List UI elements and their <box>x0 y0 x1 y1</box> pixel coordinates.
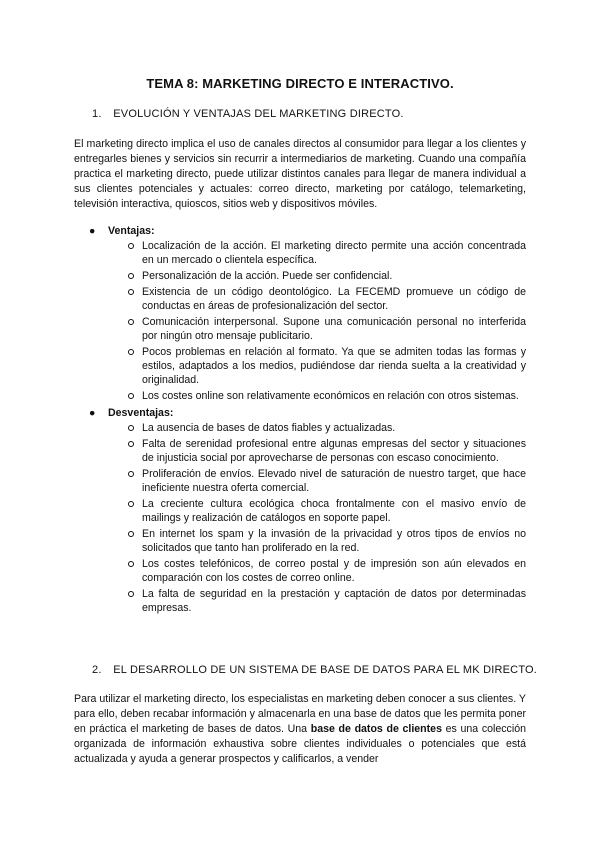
desventajas-group <box>74 405 526 615</box>
list-item-text: Falta de serenidad profesional entre algunas empresas del sector y situaciones de injusticia social por aprovecharse de personas con escaso conocimiento. <box>142 438 526 464</box>
desventajas-label-text: Desventajas: <box>108 407 174 419</box>
section-2-para-end: es una colección organizada de información exhaustiva sobre clientes individuales o potenciales que está actualizada y ayuda a generar prospectos y calificarlos, a vender <box>74 723 526 765</box>
circle-bullet-icon <box>128 273 134 279</box>
list-item-text: La falta de seguridad en la prestación y captación de datos por determinadas empresas. <box>142 588 526 614</box>
list-item <box>74 587 526 615</box>
section-2-heading-text: EL DESARROLLO DE UN SISTEMA DE BASE DE DATOS PARA EL MK DIRECTO. <box>113 664 538 676</box>
list-item <box>74 437 526 465</box>
circle-bullet-icon <box>128 531 134 537</box>
list-item-text: Comunicación interpersonal. Supone una comunicación personal no interferida por ningún otro mensaje publicitario. <box>142 316 526 342</box>
section-2-heading <box>92 664 537 676</box>
section-2-para-start: Para utilizar el marketing directo, los especialistas en marketing deben conocer a sus clientes. Y para ello, deben recabar información y almacenarla en una base de datos que les permita poner en práctica el marketing de bases de datos. Una <box>74 693 526 735</box>
list-item-text: Existencia de un código deontológico. La FECEMD promueve un código de conductas en áreas de profesionalización del sector. <box>142 286 526 312</box>
list-item <box>74 285 526 313</box>
list-item <box>74 421 526 435</box>
ventajas-list <box>74 239 526 403</box>
section-2-para-bold: base de datos de clientes <box>310 723 442 735</box>
list-item <box>74 527 526 555</box>
list-item-text: Los costes telefónicos, de correo postal y de impresión son aún elevados en comparación con los costes de correo online. <box>142 558 526 584</box>
list-item <box>74 497 526 525</box>
section-1-paragraph: El marketing directo implica el uso de canales directos al consumidor para llegar a los clientes y entregarles bienes y servicios sin recurrir a intermediarios de marketing. Cuando una compañía practica el marketing directo, puede utilizar distintos canales para llegar de manera individual a sus clientes potenciales y actuales: correo directo, marketing por catálogo, telemarketing, televisión interactiva, quioscos, sitios web y dispositivos móviles. <box>74 138 526 210</box>
list-item <box>74 389 526 403</box>
section-1-lists <box>74 223 526 617</box>
list-item-text: Localización de la acción. El marketing directo permite una acción concentrada en un mercado o clientela específica. <box>142 240 526 266</box>
bullet-icon: ● <box>89 225 96 237</box>
circle-bullet-icon <box>128 561 134 567</box>
list-item-text: En internet los spam y la invasión de la privacidad y otros tipos de envíos no solicitados que tanto han proliferado en la red. <box>142 528 526 554</box>
list-item <box>74 557 526 585</box>
circle-bullet-icon <box>128 289 134 295</box>
ventajas-label <box>74 223 526 239</box>
desventajas-list <box>74 421 526 615</box>
circle-bullet-icon <box>128 441 134 447</box>
circle-bullet-icon <box>128 471 134 477</box>
section-1-heading-text: EVOLUCIÓN Y VENTAJAS DEL MARKETING DIRECTO. <box>113 108 404 120</box>
section-2-paragraph <box>74 692 526 767</box>
section-2-number: 2. <box>92 664 102 676</box>
list-item <box>74 269 526 283</box>
section-1-number: 1. <box>92 108 102 120</box>
list-item-text: Los costes online son relativamente económicos en relación con otros sistemas. <box>142 390 519 402</box>
circle-bullet-icon <box>128 591 134 597</box>
circle-bullet-icon <box>128 319 134 325</box>
section-1-heading <box>92 108 404 120</box>
list-item <box>74 315 526 343</box>
list-item <box>74 345 526 387</box>
circle-bullet-icon <box>128 501 134 507</box>
desventajas-label <box>74 405 526 421</box>
ventajas-group <box>74 223 526 403</box>
page-title: TEMA 8: MARKETING DIRECTO E INTERACTIVO. <box>146 76 454 91</box>
list-item-text: La creciente cultura ecológica choca frontalmente con el masivo envío de mailings y realización de catálogos en soporte papel. <box>142 498 526 524</box>
list-item <box>74 239 526 267</box>
ventajas-label-text: Ventajas: <box>108 225 155 237</box>
list-item <box>74 467 526 495</box>
list-item-text: Personalización de la acción. Puede ser confidencial. <box>142 270 393 282</box>
list-item-text: Pocos problemas en relación al formato. Ya que se admiten todas las formas y estilos, adaptados a los medios, pudiéndose dar rienda suelta a la creatividad y originalidad. <box>142 346 526 386</box>
bullet-icon: ● <box>89 407 96 419</box>
circle-bullet-icon <box>128 425 134 431</box>
circle-bullet-icon <box>128 243 134 249</box>
list-item-text: La ausencia de bases de datos fiables y actualizadas. <box>142 422 396 434</box>
circle-bullet-icon <box>128 393 134 399</box>
circle-bullet-icon <box>128 349 134 355</box>
list-item-text: Proliferación de envíos. Elevado nivel de saturación de nuestro target, que hace ineficiente nuestra oferta comercial. <box>142 468 526 494</box>
